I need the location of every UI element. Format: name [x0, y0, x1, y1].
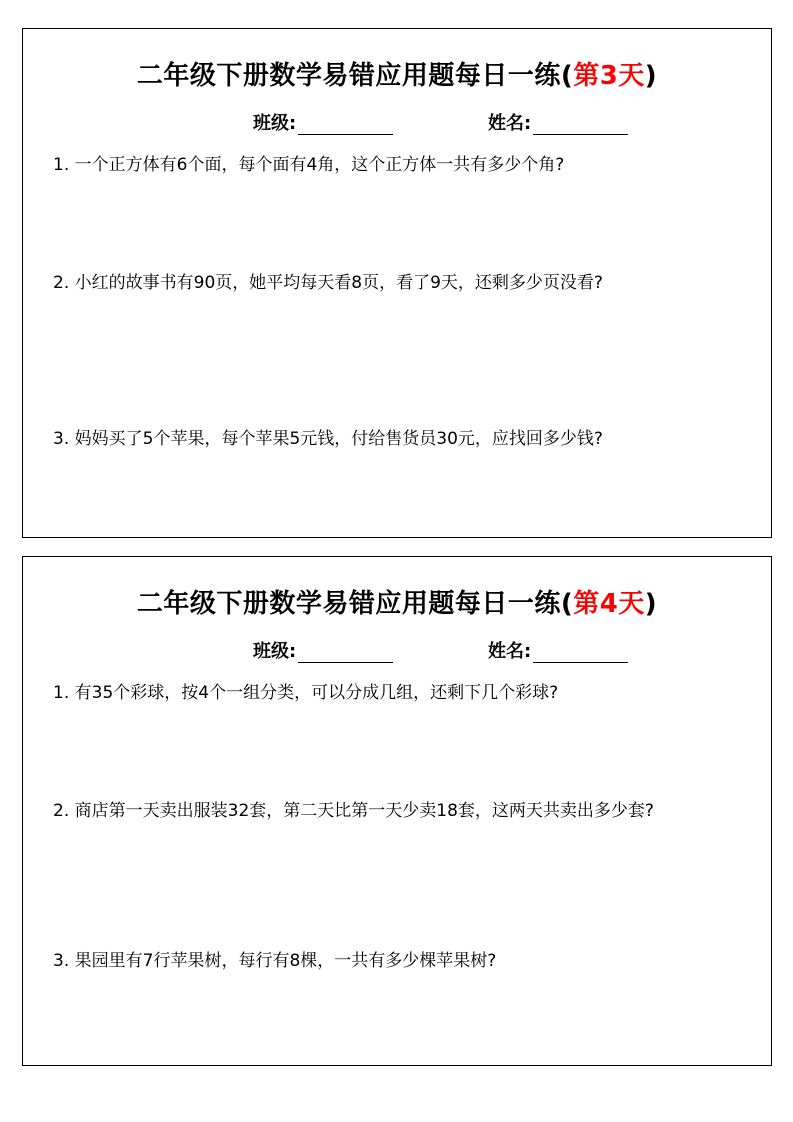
question-3: 3. 妈妈买了5个苹果，每个苹果5元钱，付给售货员30元，应找回多少钱? [53, 429, 603, 449]
name-blank-line [533, 644, 628, 663]
student-info-row [23, 637, 771, 661]
title-close: ) [644, 589, 658, 619]
student-info-row [23, 109, 771, 133]
question-3: 3. 果园里有7行苹果树，每行有8棵，一共有多少棵苹果树? [53, 951, 497, 971]
worksheet-title [23, 583, 771, 620]
worksheet-card-day-3 [22, 28, 772, 538]
name-label: 姓名: [488, 113, 532, 134]
title-text: 二年级下册数学易错应用题每日一练( [136, 61, 574, 91]
worksheet-title [23, 55, 771, 92]
name-field [488, 637, 628, 663]
class-field [253, 109, 393, 135]
name-field [488, 109, 628, 135]
title-close: ) [644, 61, 658, 91]
day-label: 第3天 [573, 61, 645, 91]
class-label: 班级: [253, 641, 297, 662]
question-1: 1. 有35个彩球，按4个一组分类，可以分成几组，还剩下几个彩球? [53, 683, 559, 703]
title-text: 二年级下册数学易错应用题每日一练( [136, 589, 574, 619]
question-2: 2. 商店第一天卖出服装32套，第二天比第一天少卖18套，这两天共卖出多少套? [53, 801, 654, 821]
class-field [253, 637, 393, 663]
question-1: 1. 一个正方体有6个面，每个面有4角，这个正方体一共有多少个角? [53, 155, 565, 175]
name-blank-line [533, 116, 628, 135]
name-label: 姓名: [488, 641, 532, 662]
class-label: 班级: [253, 113, 297, 134]
worksheet-card-day-4 [22, 556, 772, 1066]
day-label: 第4天 [573, 589, 645, 619]
class-blank-line [298, 116, 393, 135]
question-2: 2. 小红的故事书有90页，她平均每天看8页，看了9天，还剩多少页没看? [53, 273, 603, 293]
class-blank-line [298, 644, 393, 663]
